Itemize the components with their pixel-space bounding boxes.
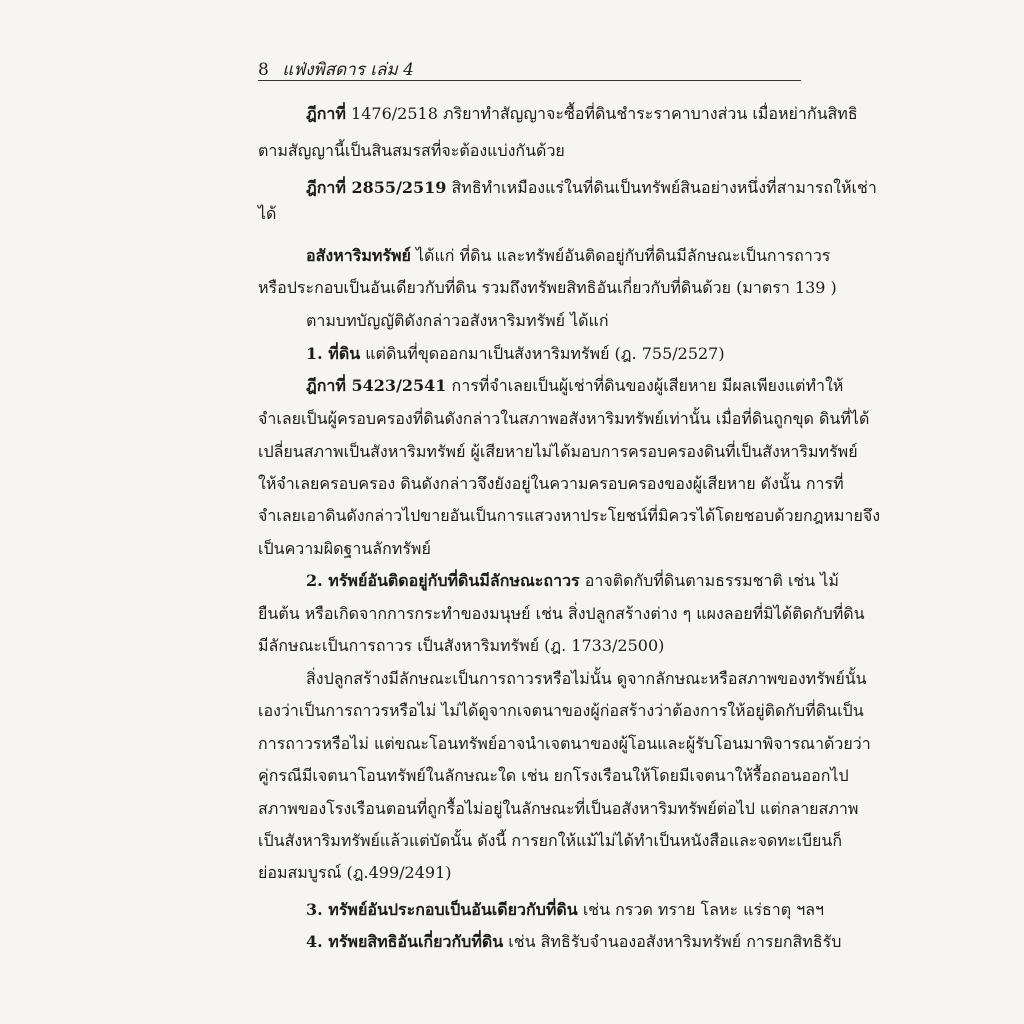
text-line: หรือประกอบเป็นอันเดียวกับที่ดิน รวมถึงทรัพยสิทธิอันเกี่ยวกับที่ดินด้วย (มาตรา 139 ) [258, 278, 837, 297]
text-line: 2. ทรัพย์อันติดอยู่กับที่ดินมีลักษณะถาวร อาจติดกับที่ดินตามธรรมชาติ เช่น ไม้ [306, 571, 839, 590]
text-line: ย่อมสมบูรณ์ (ฎ.499/2491) [258, 863, 452, 882]
text-line: ฎีกาที่ 2855/2519 สิทธิทำเหมืองแร่ในที่ดินเป็นทรัพย์สินอย่างหนึ่งที่สามารถให้เช่า [306, 178, 877, 197]
page-number: 8 [258, 60, 269, 80]
text-line: จำเลยเอาดินดังกล่าวไปขายอันเป็นการแสวงหาประโยชน์ที่มิควรได้โดยชอบด้วยกฎหมายจึง [258, 506, 881, 525]
text-line: มีลักษณะเป็นการถาวร เป็นสังหาริมทรัพย์ (ฎ. 1733/2500) [258, 636, 665, 655]
text-line: ฎีกาที่ 1476/2518 ภริยาทำสัญญาจะซื้อที่ดินชำระราคาบางส่วน เมื่อหย่ากันสิทธิ [306, 104, 858, 123]
text-line: เองว่าเป็นการถาวรหรือไม่ ไม่ได้ดูจากเจตนาของผู้ก่อสร้างว่าต้องการให้อยู่ติดกับที่ดินเป็น [258, 701, 864, 720]
text-line: คู่กรณีมีเจตนาโอนทรัพย์ในลักษณะใด เช่น ยกโรงเรือนให้โดยมีเจตนาให้รื้อถอนออกไป [258, 766, 849, 785]
book-title: แฟ่งพิสดาร เล่ม 4 [282, 60, 414, 80]
text-line: สภาพของโรงเรือนตอนที่ถูกรื้อไม่อยู่ในลักษณะที่เป็นอสังหาริมทรัพย์ต่อไป แต่กลายสภาพ [258, 799, 859, 818]
text-line: 1. ที่ดิน แต่ดินที่ขุดออกมาเป็นสังหาริมทรัพย์ (ฎ. 755/2527) [306, 344, 725, 363]
running-header [258, 56, 801, 83]
text-line: ตามสัญญานี้เป็นสินสมรสที่จะต้องแบ่งกันด้วย [258, 141, 565, 160]
text-line: เป็นความผิดฐานลักทรัพย์ [258, 539, 431, 558]
text-line: สิ่งปลูกสร้างมีลักษณะเป็นการถาวรหรือไม่นั้น ดูจากลักษณะหรือสภาพของทรัพย์นั้น [306, 669, 867, 688]
text-line: จำเลยเป็นผู้ครอบครองที่ดินดังกล่าวในสภาพอสังหาริมทรัพย์เท่านั้น เมื่อที่ดินถูกขุด ดินที่ได้ [258, 409, 870, 428]
text-line: การถาวรหรือไม่ แต่ขณะโอนทรัพย์อาจนำเจตนาของผู้โอนและผู้รับโอนมาพิจารณาด้วยว่า [258, 734, 871, 753]
text-line: ฎีกาที่ 5423/2541 การที่จำเลยเป็นผู้เช่าที่ดินของผู้เสียหาย มีผลเพียงแต่ทำให้ [306, 376, 844, 395]
header-divider [258, 80, 801, 81]
text-line: 4. ทรัพยสิทธิอันเกี่ยวกับที่ดิน เช่น สิทธิรับจำนองอสังหาริมทรัพย์ การยกสิทธิรับ [306, 932, 842, 951]
text-line: ตามบทบัญญัติดังกล่าวอสังหาริมทรัพย์ ได้แก่ [306, 311, 609, 330]
text-line: ได้ [258, 204, 277, 223]
text-line: ยืนต้น หรือเกิดจากการกระทำของมนุษย์ เช่น สิ่งปลูกสร้างต่าง ๆ แผงลอยที่มิได้ติดกับที่ดิน [258, 604, 865, 623]
text-line: 3. ทรัพย์อันประกอบเป็นอันเดียวกับที่ดิน เช่น กรวด ทราย โลหะ แร่ธาตุ ฯลฯ [306, 900, 825, 919]
text-line: ให้จำเลยครอบครอง ดินดังกล่าวจึงยังอยู่ในความครอบครองของผู้เสียหาย ดังนั้น การที่ [258, 474, 844, 493]
text-line: เปลี่ยนสภาพเป็นสังหาริมทรัพย์ ผู้เสียหายไม่ได้มอบการครอบครองดินที่เป็นสังหาริมทรัพย์ [258, 442, 858, 461]
text-line: อสังหาริมทรัพย์ ได้แก่ ที่ดิน และทรัพย์อันติดอยู่กับที่ดินมีลักษณะเป็นการถาวร [306, 246, 831, 265]
text-line: เป็นสังหาริมทรัพย์แล้วแต่บัดนั้น ดังนี้ การยกให้แม้ไม่ได้ทำเป็นหนังสือและจดทะเบียนก็ [258, 831, 842, 850]
